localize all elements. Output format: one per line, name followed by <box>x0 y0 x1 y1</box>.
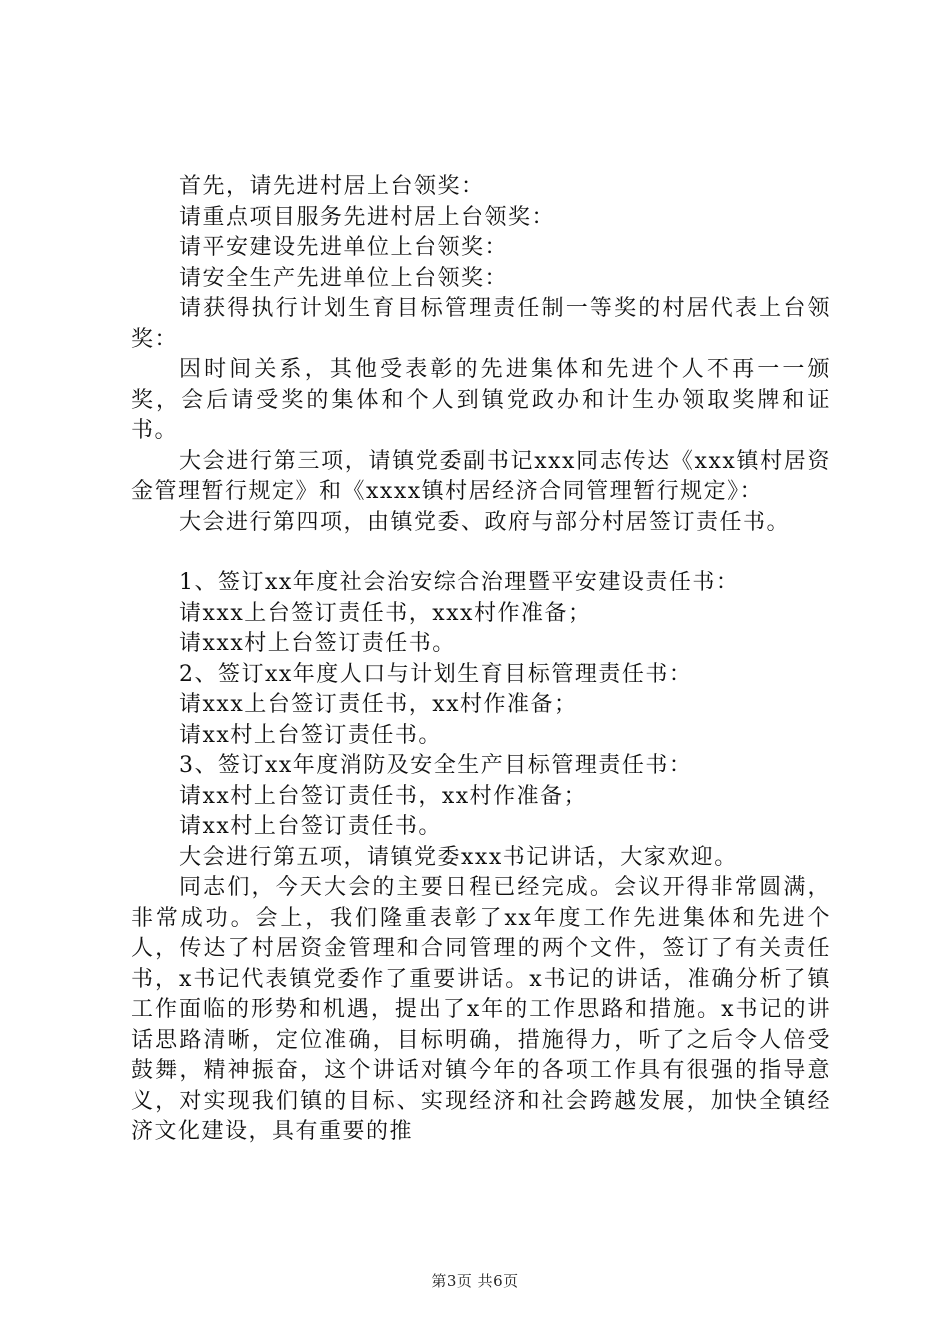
paragraph: 请xx村上台签订责任书。 <box>179 722 442 748</box>
paragraph: 2、签订xx年度人口与计划生育目标管理责任书： <box>179 661 693 687</box>
paragraph: 1、签订xx年度社会治安综合治理暨平安建设责任书： <box>179 570 740 595</box>
paragraph: 同志们，今天大会的主要日程已经完成。会议开得非常圆满，非常成功。会上，我们隆重表彰了xx年度工作先进集体和先进个人，传达了村居资金管理和合同管理的两个文件，签订了有关责任书，x书记代表镇党委作了重要讲话。x书记的讲话，准确分析了镇工作面临的形势和机遇，提出了x年的工作思路和措施。x书记的讲话思路清晰，定位准确，目标明确，措施得力，听了之后令人倍受鼓舞，精神振奋，这个讲话对镇今年的各项工作具有很强的指导意义，对实现我们镇的目标、实现经济和社会跨越发展，加快全镇经济文化建设，具有重要的推 <box>131 875 831 1144</box>
paragraph: 请xx村上台签订责任书。 <box>179 814 442 839</box>
paragraph: 请获得执行计划生育目标管理责任制一等奖的村居代表上台领奖： <box>131 296 831 352</box>
paragraph: 请xxx村上台签订责任书。 <box>179 631 456 656</box>
paragraph: 因时间关系，其他受表彰的先进集体和先进个人不再一一颁奖，会后请受奖的集体和个人到镇党政办和计生办领取奖牌和证书。 <box>131 357 831 443</box>
paragraph: 请xxx上台签订责任书，xxx村作准备； <box>179 600 592 626</box>
paragraph: 请平安建设先进单位上台领奖： <box>179 235 509 260</box>
paragraph: 请重点项目服务先进村居上台领奖： <box>179 204 556 230</box>
paragraph: 大会进行第五项，请镇党委xxx书记讲话，大家欢迎。 <box>179 844 738 870</box>
paragraph: 请安全生产先进单位上台领奖： <box>179 265 509 291</box>
paragraph: 首先，请先进村居上台领奖： <box>179 174 485 199</box>
paragraph: 请xxx上台签订责任书，xx村作准备； <box>179 692 578 717</box>
paragraph: 大会进行第四项，由镇党委、政府与部分村居签订责任书。 <box>179 509 791 535</box>
paragraph: 请xx村上台签订责任书，xx村作准备； <box>179 783 588 809</box>
paragraph: 大会进行第三项，请镇党委副书记xxx同志传达《xxx镇村居资金管理暂行规定》和《xxxx镇村居经济合同管理暂行规定》： <box>131 448 831 504</box>
page-footer: 第3页 共6页 <box>431 1272 519 1290</box>
paragraph: 3、签订xx年度消防及安全生产目标管理责任书： <box>179 753 693 778</box>
document-body <box>131 172 831 1148</box>
